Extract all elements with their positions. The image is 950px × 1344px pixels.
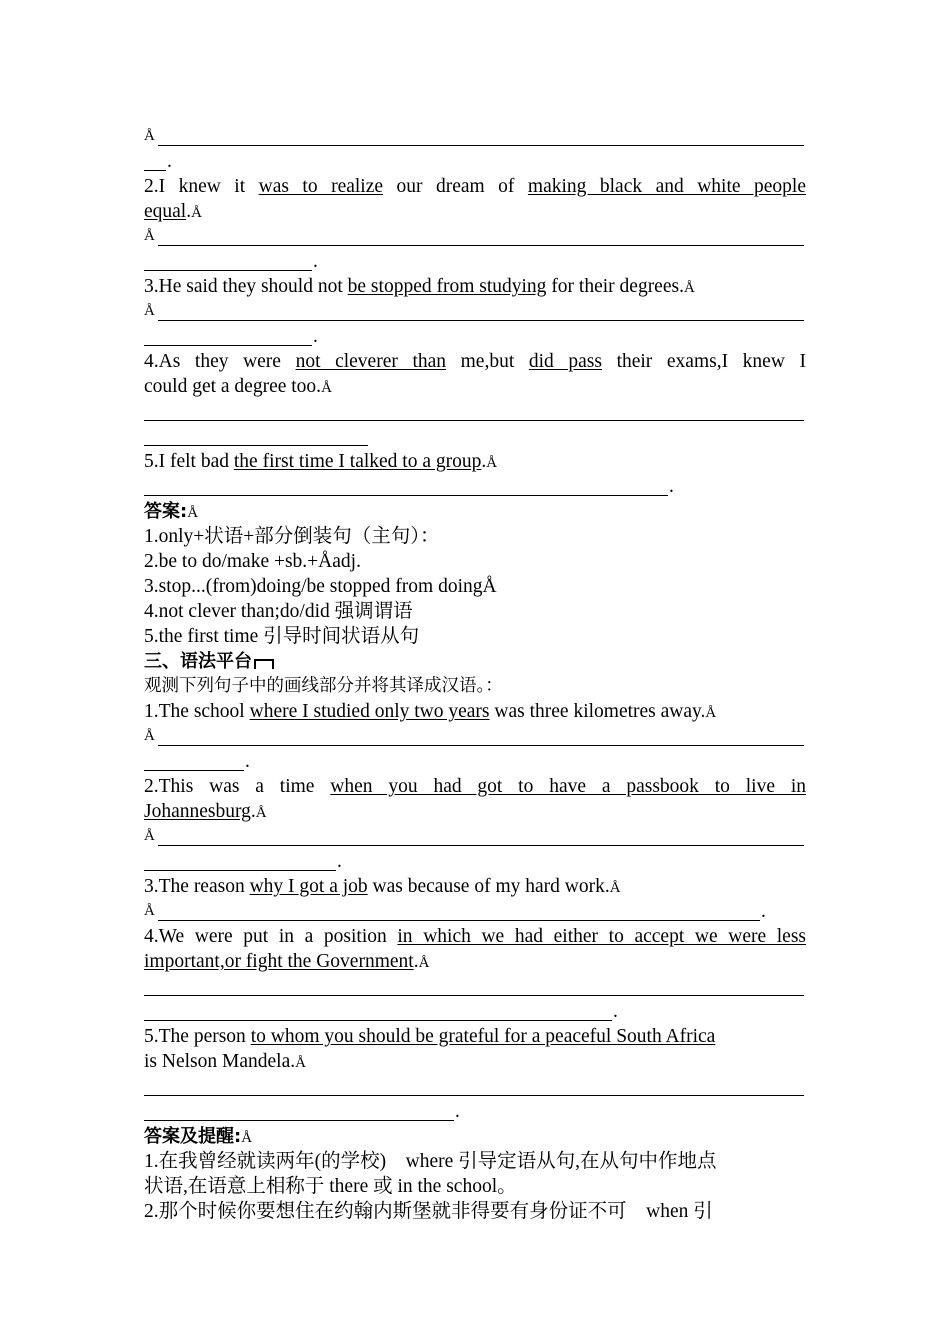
question-3: 3.He said they should not be stopped from studying for their degrees.Å <box>144 276 695 297</box>
answer-blank[interactable]: Å <box>144 724 806 749</box>
answer-item: 2.be to do/make +sb.+Åadj. <box>144 551 361 572</box>
answer-blank-end[interactable] <box>144 424 806 449</box>
section-instruction: 观测下列句子中的画线部分并将其译成汉语。： <box>144 676 503 696</box>
answer-blank-end[interactable]: . <box>144 324 806 349</box>
answer-blank[interactable]: Å <box>144 299 806 324</box>
answer-blank[interactable] <box>144 1074 806 1099</box>
section-heading: 三、语法平台 <box>144 649 806 674</box>
grammar-item-5-line1: 5.The person to whom you should be grateful for a peaceful South Africa <box>144 1026 716 1047</box>
answer-blank[interactable]: Å <box>144 824 806 849</box>
question-4-line1: 4.As they were not cleverer than me,but did pass their exams,I knew I <box>144 351 807 372</box>
answer-item: 4.not clever than;do/did 强调谓语 <box>144 601 413 622</box>
grammar-item-2-line1: 2.This was a time when you had got to have a passbook to live in <box>144 776 806 797</box>
answer-item: 5.the first time 引导时间状语从句 <box>144 626 420 647</box>
answer-blank[interactable] <box>144 974 806 999</box>
answers-heading: 答案及提醒:Å <box>144 1126 253 1147</box>
answer-blank[interactable]: Å <box>144 224 806 249</box>
grammar-item-1: 1.The school where I studied only two years was three kilometres away.Å <box>144 701 717 722</box>
answer-item: 3.stop...(from)doing/be stopped from doingÅ <box>144 576 497 597</box>
grammar-item-5-line2: is Nelson Mandela.Å <box>144 1051 306 1072</box>
question-2-line2: equal.Å <box>144 201 202 222</box>
question-5: 5.I felt bad the first time I talked to a group.Å <box>144 451 498 472</box>
grammar-item-4-line1: 4.We were put in a position in which we had either to accept we were less <box>144 926 807 947</box>
answer-line: 状语,在语意上相称于 there 或 in the school。 <box>144 1176 517 1197</box>
answer-blank[interactable] <box>144 124 806 149</box>
answer-blank-end[interactable]: . <box>144 149 806 174</box>
answer-item: 1.only+状语+部分倒装句（主句）： <box>144 526 440 547</box>
answer-line: 2.那个时候你要想住在约翰内斯堡就非得要有身份证不可 when 引 <box>144 1201 713 1222</box>
marker-glyph: Å <box>144 128 155 144</box>
edit-mark-icon <box>254 659 274 669</box>
answer-blank[interactable]: Å . <box>144 901 766 922</box>
answers-heading: 答案:Å <box>144 501 199 522</box>
answer-blank-end[interactable]: . <box>144 849 806 874</box>
answer-blank[interactable]: . <box>144 474 806 499</box>
answer-blank-end[interactable]: . <box>144 999 806 1024</box>
document-page <box>144 124 806 1224</box>
grammar-item-2-line2: Johannesburg.Å <box>144 801 267 822</box>
answer-blank-end[interactable]: . <box>144 249 806 274</box>
grammar-item-3: 3.The reason why I got a job was because of my hard work.Å <box>144 876 621 897</box>
answer-blank-end[interactable]: . <box>144 749 806 774</box>
question-4-line2: could get a degree too.Å <box>144 376 332 397</box>
question-2-line1: 2.I knew it was to realize our dream of making black and white people <box>144 176 806 197</box>
grammar-item-4-line2: important,or fight the Government.Å <box>144 951 430 972</box>
answer-line: 1.在我曾经就读两年(的学校) where 引导定语从句,在从句中作地点 <box>144 1151 717 1172</box>
answer-blank[interactable] <box>144 399 806 424</box>
answer-blank-end[interactable]: . <box>144 1099 806 1124</box>
